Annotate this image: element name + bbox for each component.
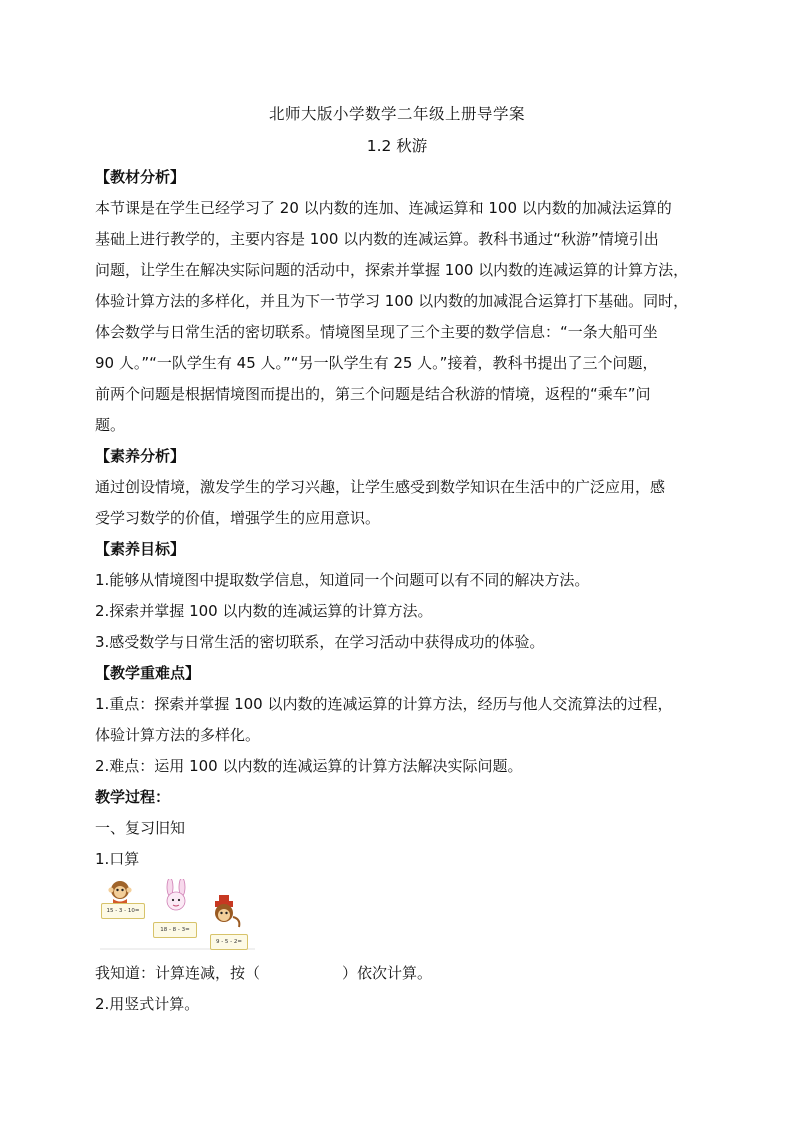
process-part-one: 一、复习旧知 (95, 819, 186, 837)
textbook-analysis-paragraph (95, 193, 715, 441)
key-point-item: 1.重点：探索并掌握 100 以内数的连减运算的计算方法，经历与他人交流算法的过程， (95, 695, 673, 713)
paragraph-line: 本节课是在学生已经学习了 20 以内数的连加、连减运算和 100 以内数的加减法运算的 (95, 199, 672, 217)
section-heading-process: 教学过程： (95, 788, 171, 806)
literacy-analysis-paragraph (95, 472, 715, 534)
calc-expression: 18 - 8 - 3= (160, 927, 190, 933)
paragraph-line: 体会数学与日常生活的密切联系。情境图呈现了三个主要的数学信息：“一条大船可坐 (95, 323, 658, 341)
key-point-item: 体验计算方法的多样化。 (95, 726, 261, 744)
literacy-goals-list (95, 565, 715, 658)
paragraph-line: 受学习数学的价值，增强学生的应用意识。 (95, 509, 381, 527)
calc-card-1 (101, 903, 145, 919)
calc-card-3 (210, 934, 248, 950)
sentence-suffix: ）依次计算。 (342, 964, 433, 982)
section-heading-literacy-analysis: 【素养分析】 (95, 447, 186, 465)
paragraph-line: 问题，让学生在解决实际问题的活动中，探索并掌握 100 以内数的连减运算的计算方法， (95, 261, 689, 279)
paragraph-line: 通过创设情境，激发学生的学习兴趣，让学生感受到数学知识在生活中的广泛应用，感 (95, 478, 666, 496)
key-points-list (95, 689, 715, 782)
process-item-vertical-calc: 2.用竖式计算。 (95, 995, 200, 1013)
process-item-oral-calc: 1.口算 (95, 850, 140, 868)
goal-item: 2.探索并掌握 100 以内数的连减运算的计算方法。 (95, 602, 433, 620)
oral-calculation-illustration (95, 879, 265, 954)
document-body (95, 162, 715, 1020)
goal-item: 3.感受数学与日常生活的密切联系，在学习活动中获得成功的体验。 (95, 633, 545, 651)
sentence-prefix: 我知道：计算连减，按（ (95, 964, 261, 982)
paragraph-line: 90 人。”“一队学生有 45 人。”“另一队学生有 25 人。”接着，教科书提出了三个问题， (95, 354, 658, 372)
calc-expression: 15 - 3 - 10= (106, 908, 140, 914)
paragraph-line: 题。 (95, 416, 126, 434)
lesson-title: 1.2 秋游 (366, 137, 428, 155)
calc-card-2 (153, 922, 197, 938)
goal-item: 1.能够从情境图中提取数学信息，知道同一个问题可以有不同的解决方法。 (95, 571, 590, 589)
calc-expression: 9 - 5 - 2= (215, 939, 243, 945)
paragraph-line: 体验计算方法的多样化，并且为下一节学习 100 以内数的加减混合运算打下基础。同时， (95, 292, 689, 310)
paragraph-line: 前两个问题是根据情境图而提出的，第三个问题是结合秋游的情境，返程的“乘车”问 (95, 385, 651, 403)
document-title: 北师大版小学数学二年级上册导学案 (268, 105, 525, 123)
section-heading-textbook-analysis: 【教材分析】 (95, 168, 186, 186)
key-point-item: 2.难点：运用 100 以内数的连减运算的计算方法解决实际问题。 (95, 757, 523, 775)
section-heading-key-points: 【教学重难点】 (95, 664, 201, 682)
section-heading-literacy-goals: 【素养目标】 (95, 540, 186, 558)
paragraph-line: 基础上进行教学的，主要内容是 100 以内数的连减运算。教科书通过“秋游”情境引出 (95, 230, 659, 248)
fill-in-sentence (95, 958, 715, 989)
